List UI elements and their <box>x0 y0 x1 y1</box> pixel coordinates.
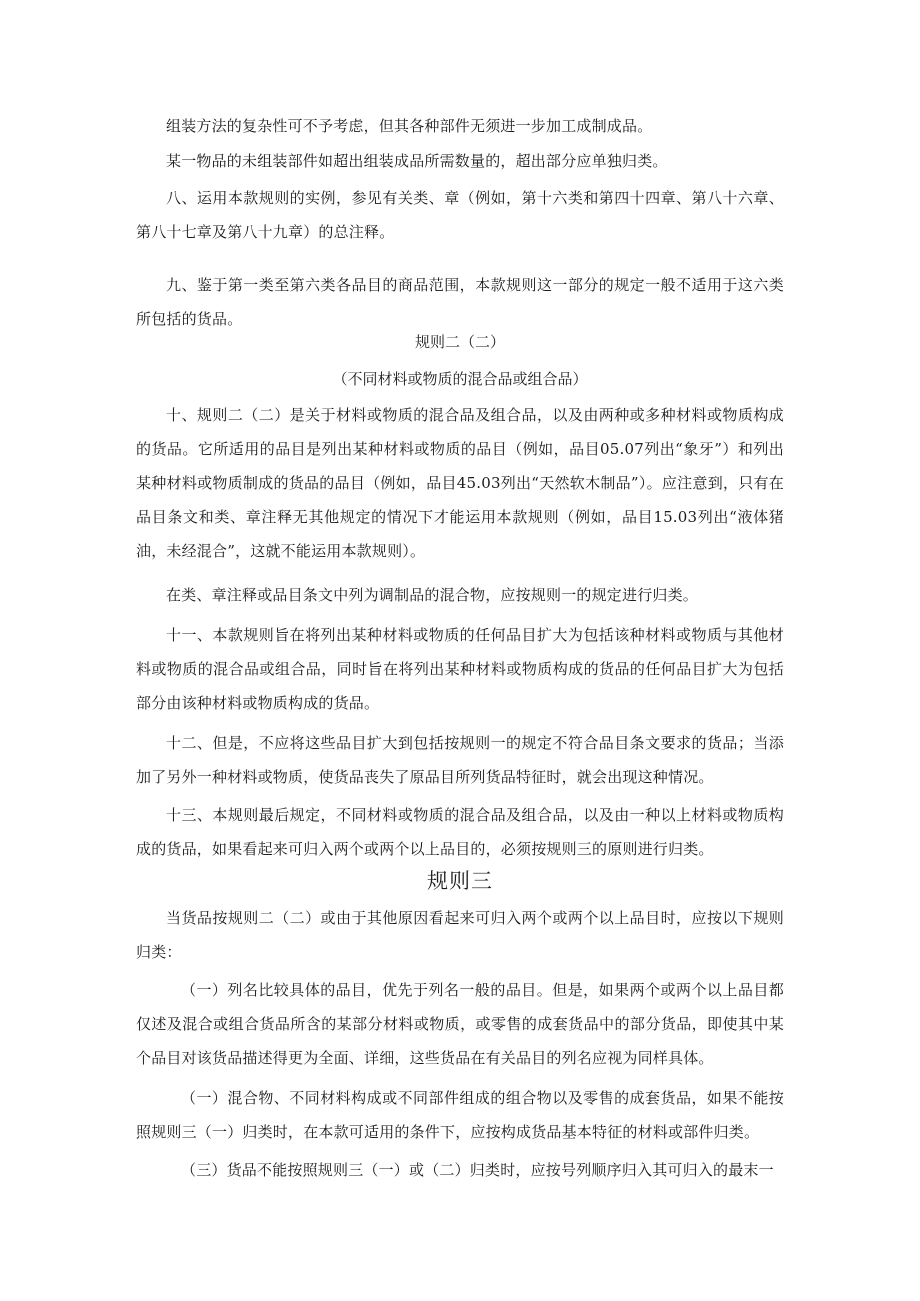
paragraph-eight: 八、运用本款规则的实例，参见有关类、章（例如，第十六类和第四十四章、第八十六章、第八十七章及第八十九章）的总注释。 <box>136 189 784 241</box>
rule-3-heading: 规则三 <box>427 869 493 893</box>
rule-2b-title: 规则二（二） <box>414 333 505 351</box>
paragraph-rule-3b: （一）混合物、不同材料构成或不同部件组成的组合物以及零售的成套货品，如果不能按照规则三（一）归类时，在本款可适用的条件下，应按构成货品基本特征的材料或部件归类。 <box>136 1089 784 1141</box>
paragraph-eleven: 十一、本款规则旨在将列出某种材料或物质的任何品目扩大为包括该种材料或物质与其他材料或物质的混合品或组合品，同时旨在将列出某种材料或物质构成的货品的任何品目扩大为包括部分由该种材料或物质构成的货品。 <box>136 626 784 712</box>
paragraph-assembly-complexity: 组装方法的复杂性可不予考虑，但其各种部件无须进一步加工成制成品。 <box>166 117 653 135</box>
paragraph-excess-parts: 某一物品的未组装部件如超出组装成品所需数量的，超出部分应单独归类。 <box>166 152 668 170</box>
paragraph-rule-3c: （三）货品不能按照规则三（一）或（二）归类时，应按号列顺序归入其可归入的最末一 <box>181 1161 774 1179</box>
paragraph-thirteen: 十三、本规则最后规定，不同材料或物质的混合品及组合品，以及由一种以上材料或物质构成的货品，如果看起来可归入两个或两个以上品目的，必须按规则三的原则进行归类。 <box>136 806 784 858</box>
paragraph-rule-3-intro: 当货品按规则二（二）或由于其他原因看起来可归入两个或两个以上品目时，应按以下规则归类： <box>136 909 784 961</box>
paragraph-twelve: 十二、但是，不应将这些品目扩大到包括按规则一的规定不符合品目条文要求的货品；当添加了另外一种材料或物质，使货品丧失了原品目所列货品特征时，就会出现这种情况。 <box>136 734 784 786</box>
paragraph-rule-3a: （一）列名比较具体的品目，优先于列名一般的品目。但是，如果两个或两个以上品目都仅述及混合或组合货品所含的某部分材料或物质，或零售的成套货品中的部分货品，即使其中某个品目对该货品描述得更为全面、详细，这些货品在有关品目的列名应视为同样具体。 <box>136 981 784 1067</box>
paragraph-nine: 九、鉴于第一类至第六类各品目的商品范围，本款规则这一部分的规定一般不适用于这六类所包括的货品。 <box>136 276 784 328</box>
paragraph-ten: 十、规则二（二）是关于材料或物质的混合品及组合品，以及由两种或多种材料或物质构成的货品。它所适用的品目是列出某种材料或物质的品目（例如，品目05.07列出“象牙”）和列出某种材料或物质制成的货品的品目（例如，品目45.03列出“天然软木制品”）。应注意到，只有在品目条文和类、章注释无其他规定的情况下才能运用本款规则（例如，品目15.03列出“液体猪油，未经混合”，这就不能运用本款规则）。 <box>136 406 784 560</box>
paragraph-mixtures-preparations: 在类、章注释或品目条文中列为调制品的混合物，应按规则一的规定进行归类。 <box>166 586 699 604</box>
rule-2b-subtitle: （不同材料或物质的混合品或组合品） <box>332 370 588 388</box>
